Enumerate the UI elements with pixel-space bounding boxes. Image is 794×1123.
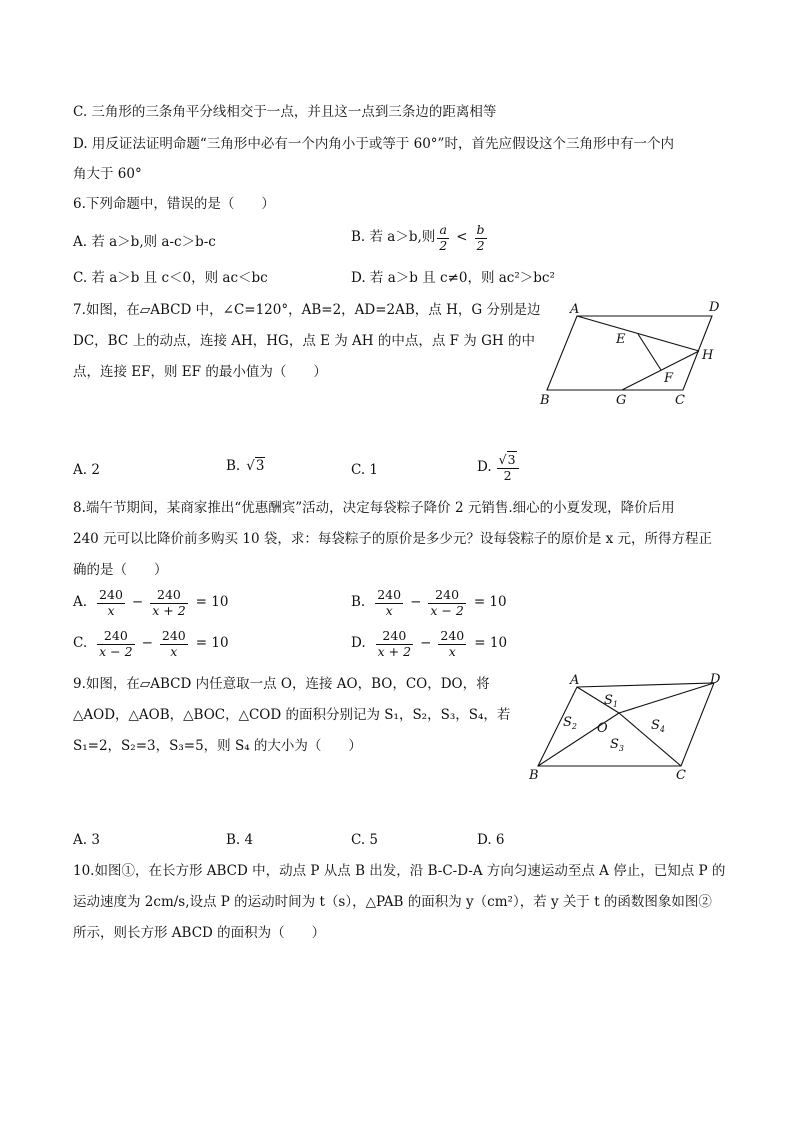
equation-rhs: = 10 <box>195 635 229 652</box>
minus-sign: − <box>141 635 153 652</box>
denominator: x <box>448 643 456 659</box>
q8-option-d <box>351 630 507 658</box>
q6-option-c: C. 若 a＞b 且 c＜0，则 ac＜bc <box>73 270 268 286</box>
q7-option-d-prefix: D. <box>477 459 492 476</box>
q8-stem-line2: 240 元可以比降价前多购买 10 袋，求：每袋粽子的原价是多少元？设每袋粽子的原价是 x 元，所得方程正 <box>73 531 713 547</box>
label-c: C <box>676 768 686 783</box>
denominator: x <box>385 602 393 618</box>
q7-stem-line2: DC，BC 上的动点，连接 AH，HG，点 E 为 AH 的中点，点 F 为 GH 的中 <box>73 333 535 349</box>
q9-parallelogram-figure <box>522 670 732 785</box>
label-s1: $S_1$ <box>604 693 618 709</box>
fraction <box>375 589 403 617</box>
denominator: x <box>170 643 178 659</box>
label-s2: $S_2$ <box>563 715 577 731</box>
minus-sign: − <box>420 635 432 652</box>
q9-stem-line1: 9.如图，在▱ABCD 内任意取一点 O，连接 AO，BO，CO，DO，将 <box>73 676 490 692</box>
q5-option-c: C. 三角形的三条角平分线相交于一点，并且这一点到三条边的距离相等 <box>73 104 497 120</box>
fraction <box>376 630 413 658</box>
q8-stem-line1: 8.端午节期间，某商家推出“优惠酬宾”活动，决定每袋粽子降价 2 元销售.细心的小夏发现，降价后用 <box>73 500 675 516</box>
less-than-sign: < <box>456 229 468 246</box>
denominator: 2 <box>439 237 448 253</box>
label-b: B <box>529 768 539 783</box>
q9-option-a: A. 3 <box>73 832 100 848</box>
q10-stem-line3: 所示，则长方形 ABCD 的面积为（ ） <box>73 925 326 941</box>
label-s3: $S_3$ <box>610 737 624 753</box>
label-e: E <box>616 332 626 347</box>
numerator: a <box>437 224 449 239</box>
q6-option-b-prefix: B. 若 a＞b,则 <box>351 229 436 246</box>
denominator: x − 2 <box>99 643 133 659</box>
numerator: 240 <box>99 587 123 602</box>
minus-sign: − <box>410 594 422 611</box>
q7-option-a: A. 2 <box>73 462 100 478</box>
label-a: A <box>570 673 580 688</box>
denominator: x + 2 <box>377 643 412 659</box>
q7-option-d-fraction <box>497 454 519 482</box>
equation-rhs: = 10 <box>474 635 508 652</box>
radicand: 3 <box>507 452 516 468</box>
label-g: G <box>616 393 627 408</box>
q5-option-d-line1: D. 用反证法证明命题“三角形中必有一个内角小于或等于 60°”时，首先应假设这个三角形中有一个内 <box>73 136 674 152</box>
denominator: x − 2 <box>430 602 464 618</box>
q10-stem-line1: 10.如图①，在长方形 ABCD 中，动点 P 从点 B 出发，沿 B-C-D-A 方向匀速运动至点 A 停止，已知点 P 的 <box>73 863 726 879</box>
q9-option-d: D. 6 <box>477 832 505 848</box>
q6-option-b-fraction-left <box>437 224 449 252</box>
fraction <box>150 589 187 617</box>
minus-sign: − <box>131 594 144 611</box>
q7-option-b <box>226 460 265 474</box>
fraction <box>97 630 134 658</box>
fraction <box>428 589 465 617</box>
label-f: F <box>664 371 674 386</box>
q6-option-b <box>351 224 489 252</box>
option-label: D. <box>351 635 366 652</box>
fraction <box>160 630 188 658</box>
q10-stem-line2: 运动速度为 2cm/s,设点 P 的运动时间为 t（s），△PAB 的面积为 y（cm²），若 y 关于 t 的函数图象如图② <box>73 894 712 910</box>
radicand: 3 <box>255 458 265 474</box>
segment-ah <box>577 316 699 351</box>
fraction <box>97 589 125 617</box>
label-a: A <box>570 302 580 317</box>
q9-option-c: C. 5 <box>351 832 379 848</box>
denominator: x + 2 <box>152 602 186 618</box>
fraction <box>438 630 466 658</box>
numerator: 240 <box>440 628 465 643</box>
parallelogram-abcd <box>547 316 712 390</box>
q6-option-d: D. 若 a＞b 且 c≠0，则 ac²＞bc² <box>351 270 555 286</box>
q8-option-b <box>351 589 507 617</box>
q6-stem: 6.下列命题中，错误的是（ ） <box>73 196 275 212</box>
segment-co <box>619 713 681 766</box>
label-s4: $S_4$ <box>651 718 665 734</box>
q8-stem-line3: 确的是（ ） <box>73 562 168 578</box>
q7-option-c: C. 1 <box>351 462 379 478</box>
q7-stem-line3: 点，连接 EF，则 EF 的最小值为（ ） <box>73 364 327 380</box>
numerator: b <box>476 222 485 237</box>
numerator: 240 <box>377 587 402 602</box>
label-d: D <box>709 300 720 315</box>
q8-option-c <box>73 630 229 658</box>
label-c: C <box>675 393 685 408</box>
q6-option-a: A. 若 a＞b,则 a-c＞b-c <box>73 234 216 250</box>
q7-parallelogram-figure <box>530 296 740 408</box>
denominator: x <box>107 602 115 618</box>
q7-option-d <box>477 454 521 482</box>
q8-option-a <box>73 589 228 617</box>
numerator: 240 <box>428 589 465 604</box>
equation-rhs: = 10 <box>473 594 507 611</box>
numerator: 240 <box>97 630 134 645</box>
q7-stem-line1: 7.如图，在▱ABCD 中，∠C=120°，AB=2，AD=2AB，点 H，G 分别是边 <box>73 302 541 318</box>
square-root: √3 <box>246 458 265 474</box>
denominator: 2 <box>476 237 485 253</box>
option-label: C. <box>73 635 88 652</box>
numerator: 240 <box>376 630 413 645</box>
q6-option-b-fraction-right <box>475 224 487 252</box>
label-h: H <box>702 348 714 363</box>
segment-do <box>619 683 714 713</box>
numerator: 240 <box>161 628 186 643</box>
q5-option-d-line2: 角大于 60° <box>73 166 142 182</box>
equation-rhs: = 10 <box>195 594 229 611</box>
segment-hg <box>622 351 699 390</box>
numerator: 240 <box>150 589 187 604</box>
option-label: A. <box>73 594 88 611</box>
q9-option-b: B. 4 <box>226 832 254 848</box>
q7-option-b-prefix: B. <box>226 458 241 474</box>
numerator: √3 <box>497 454 519 469</box>
option-label: B. <box>351 594 366 611</box>
denominator: 2 <box>503 467 512 483</box>
label-d: D <box>710 672 721 687</box>
label-b: B <box>540 393 550 408</box>
q9-stem-line3: S₁=2，S₂=3，S₃=5，则 S₄ 的大小为（ ） <box>73 738 362 754</box>
label-o: O <box>597 721 608 736</box>
q9-stem-line2: △AOD，△AOB，△BOC，△COD 的面积分别记为 S₁，S₂，S₃，S₄，若 <box>73 707 511 723</box>
